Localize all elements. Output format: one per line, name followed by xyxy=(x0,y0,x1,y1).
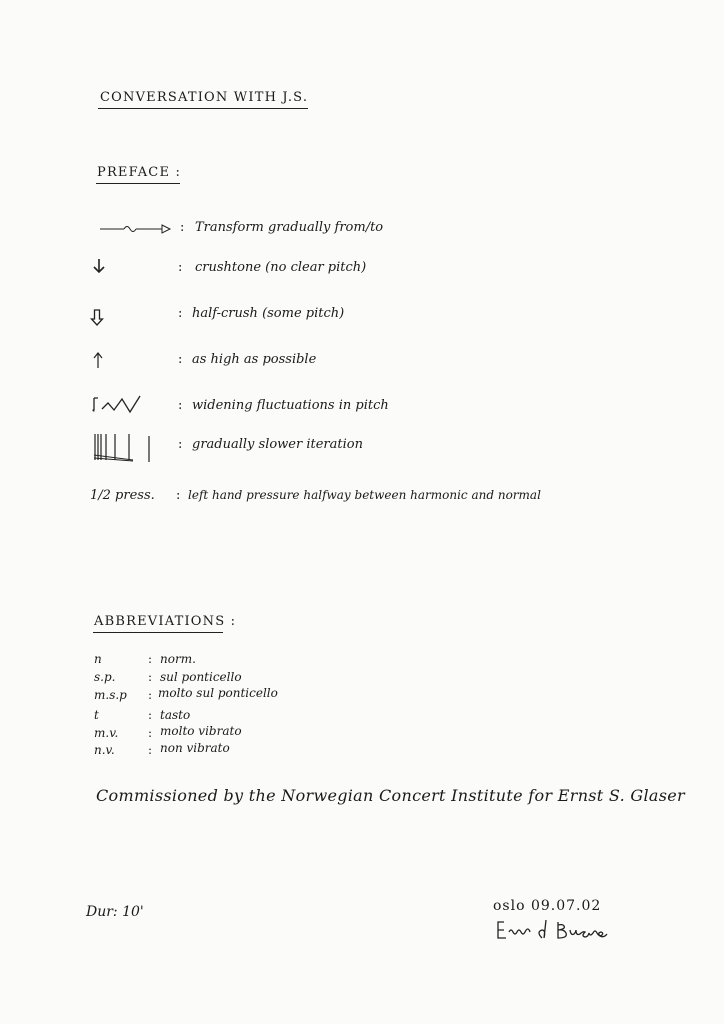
abbreviation-key: n.v. xyxy=(94,743,115,757)
preface-item-half-press: left hand pressure halfway between harmonic and normal xyxy=(188,488,541,502)
abbreviation-colon: : xyxy=(148,708,153,722)
abbreviation-value: molto sul ponticello xyxy=(158,686,278,700)
preface-item-half-crush: half-crush (some pitch) xyxy=(192,306,345,321)
transform-arrow-icon xyxy=(100,222,172,236)
abbreviation-colon: : xyxy=(148,670,153,684)
abbreviation-value: molto vibrato xyxy=(160,724,242,738)
preface-colon: : xyxy=(178,260,183,275)
preface-item-iteration: gradually slower iteration xyxy=(192,437,363,452)
abbreviation-colon: : xyxy=(148,652,153,666)
abbreviation-key: t xyxy=(94,708,99,722)
preface-colon: : xyxy=(178,398,183,413)
abbreviation-value: non vibrato xyxy=(160,741,230,755)
signature-image xyxy=(494,918,616,944)
abbreviation-key: s.p. xyxy=(94,670,116,684)
preface-item-transform: Transform gradually from/to xyxy=(195,220,384,235)
abbreviation-colon: : xyxy=(148,688,153,702)
preface-item-crushtone: crushtone (no clear pitch) xyxy=(195,260,367,275)
commission-note: Commissioned by the Norwegian Concert Institute for Ernst S. Glaser xyxy=(96,786,685,805)
abbreviation-key: n xyxy=(94,652,102,666)
preface-underline xyxy=(96,183,180,184)
half-press-symbol: 1/2 press. xyxy=(90,488,155,503)
preface-colon: : xyxy=(176,488,181,503)
zigzag-icon xyxy=(90,392,146,416)
preface-item-fluctuations: widening fluctuations in pitch xyxy=(192,398,389,413)
abbreviations-underline xyxy=(93,632,223,633)
preface-colon: : xyxy=(178,306,183,321)
page-title: CONVERSATION WITH J.S. xyxy=(100,90,309,105)
duration-label: Dur: 10' xyxy=(86,904,144,920)
hollow-down-arrow-icon xyxy=(90,309,104,327)
down-arrow-icon xyxy=(92,258,106,274)
up-arrow-icon xyxy=(92,351,104,369)
abbreviation-key: m.s.p xyxy=(94,688,127,702)
preface-colon: : xyxy=(180,220,185,235)
title-underline xyxy=(98,108,308,109)
iteration-icon xyxy=(93,432,153,464)
preface-colon: : xyxy=(178,352,183,367)
preface-item-as-high: as high as possible xyxy=(192,352,317,367)
preface-heading: PREFACE : xyxy=(97,165,182,180)
abbreviation-value: sul ponticello xyxy=(160,670,242,684)
abbreviation-key: m.v. xyxy=(94,726,119,740)
abbreviations-heading: ABBREVIATIONS : xyxy=(94,614,237,629)
abbreviation-value: tasto xyxy=(160,708,191,722)
abbreviation-value: norm. xyxy=(160,652,196,666)
preface-colon: : xyxy=(178,437,183,452)
place-date: oslo 09.07.02 xyxy=(493,898,602,914)
abbreviation-colon: : xyxy=(148,726,153,740)
abbreviation-colon: : xyxy=(148,743,153,757)
